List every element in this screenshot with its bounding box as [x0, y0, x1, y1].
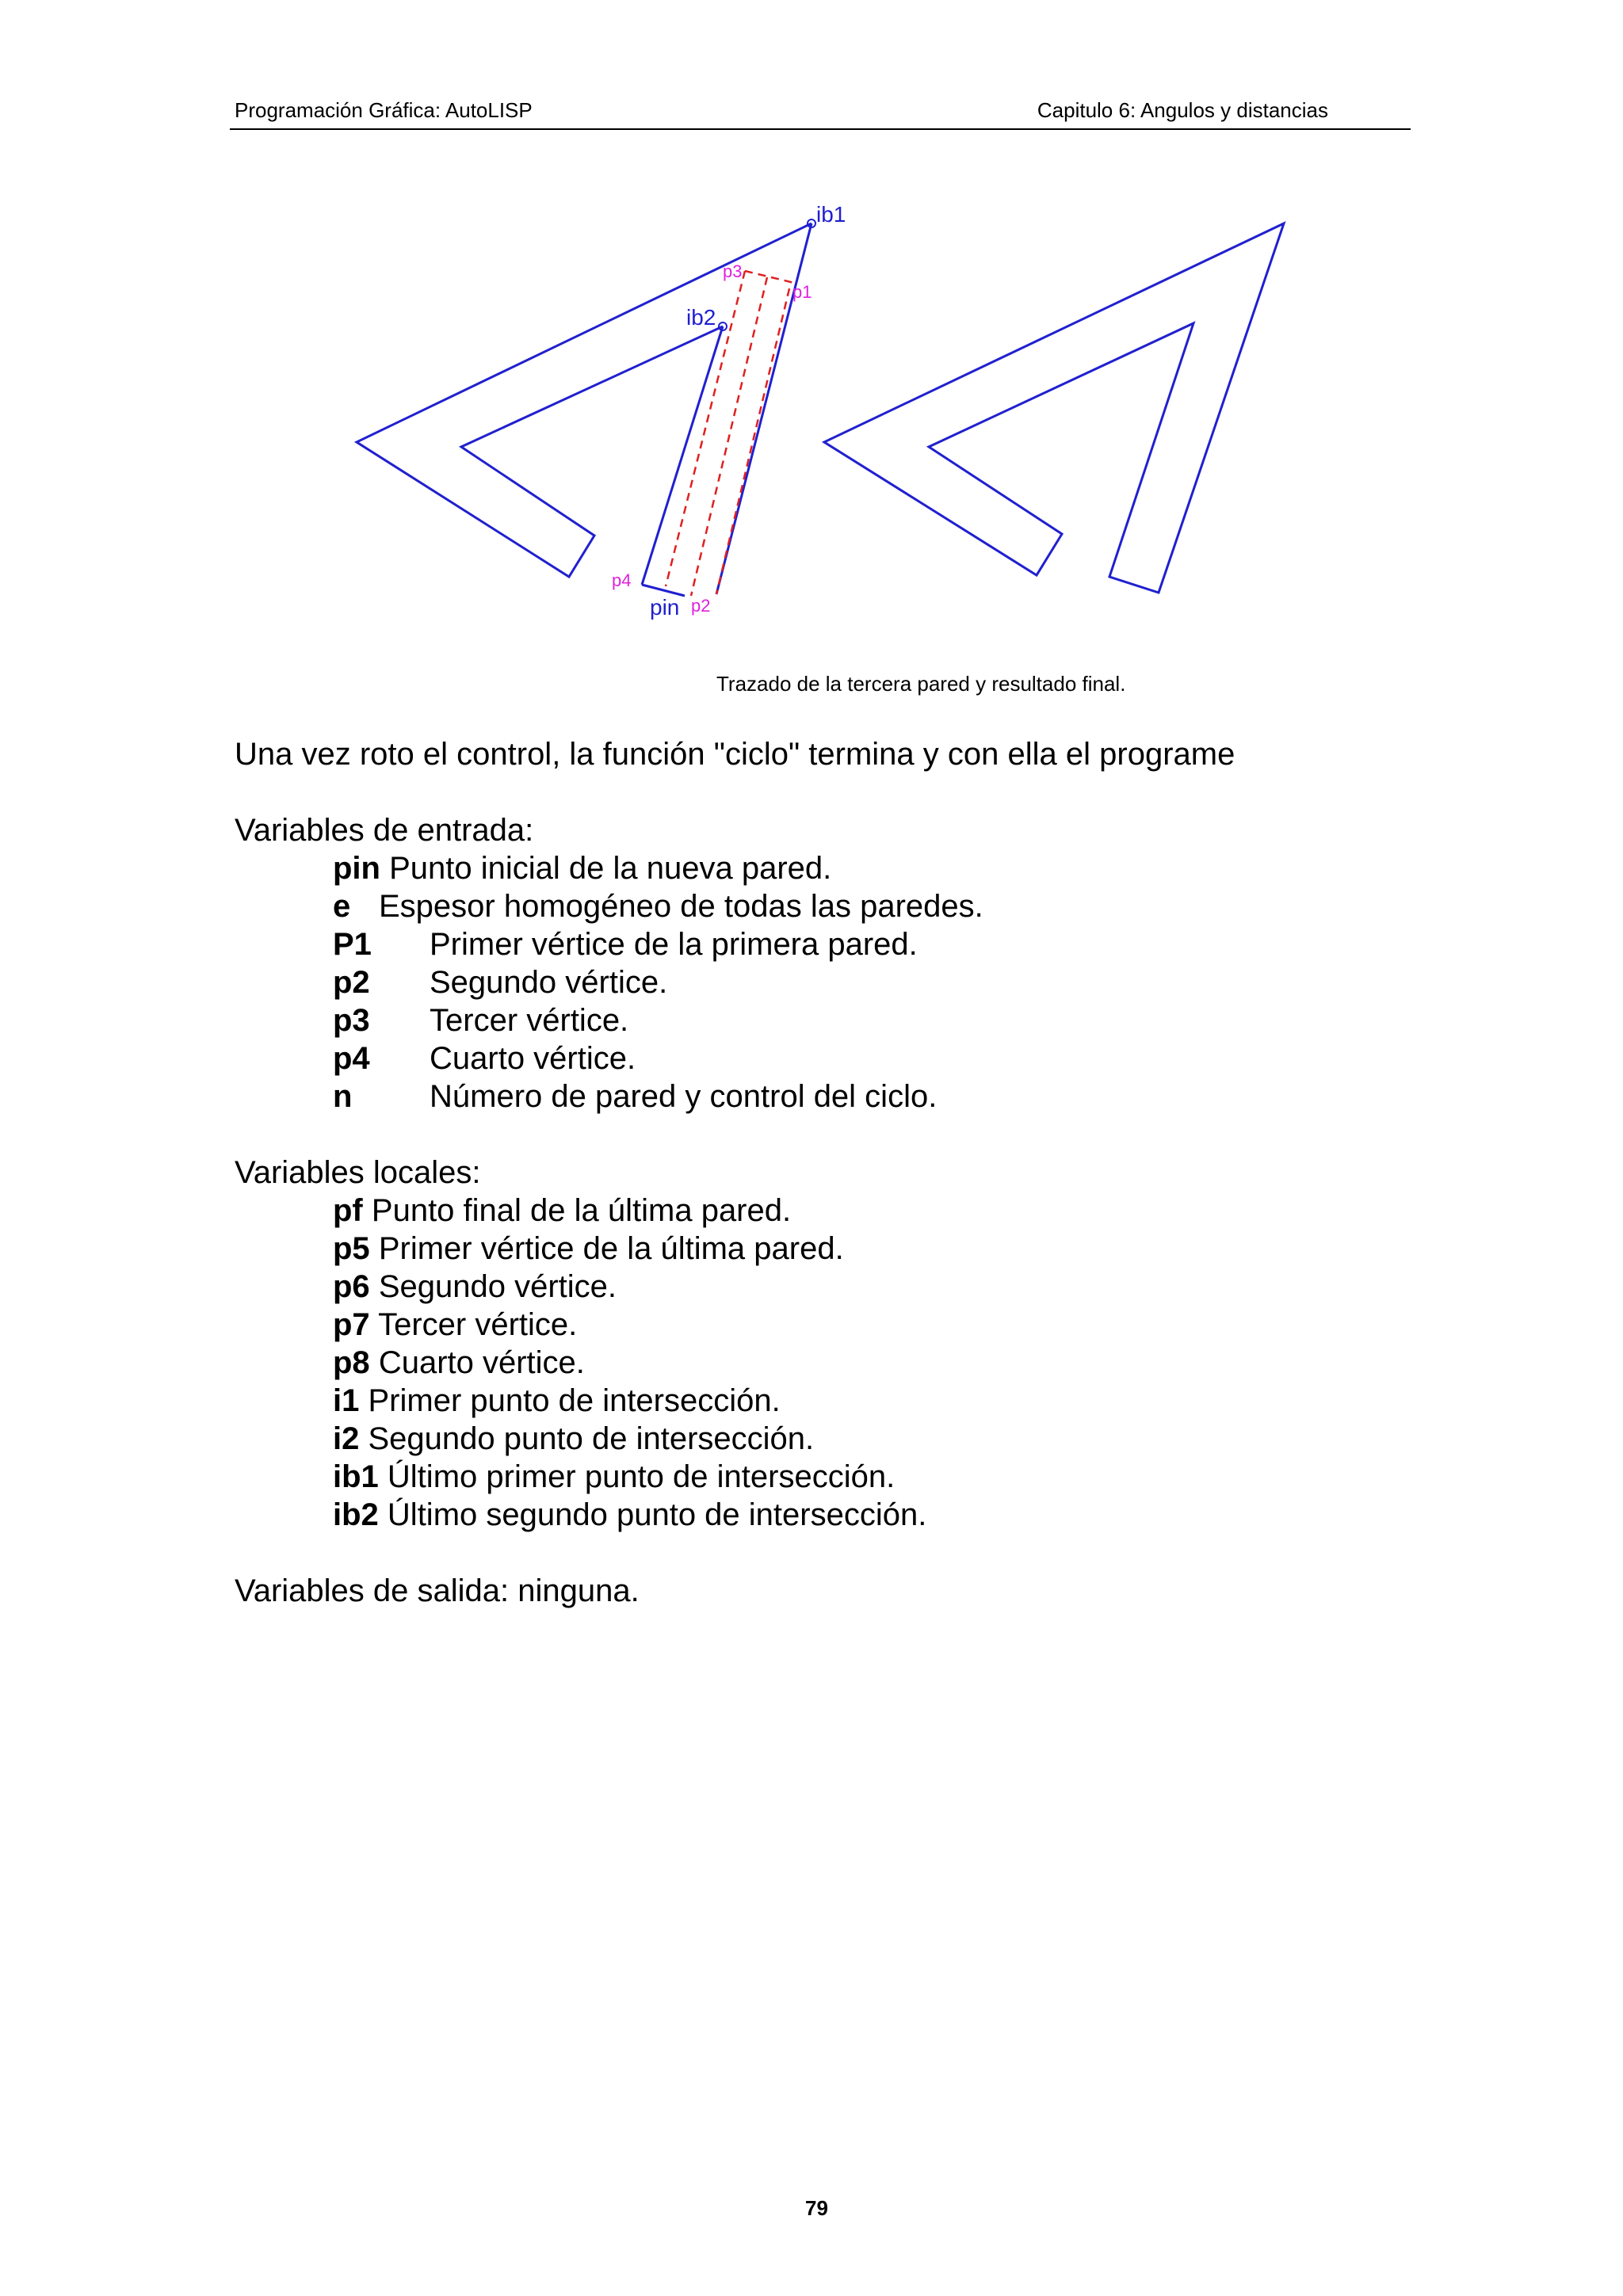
- left-drawing-outline: [357, 223, 812, 596]
- label-p4: p4: [612, 570, 632, 590]
- var-name: ib1: [333, 1459, 379, 1494]
- var-desc: Espesor homogéneo de todas las paredes.: [379, 889, 983, 924]
- entrada-list: [333, 849, 983, 1116]
- entrada-heading: Variables de entrada:: [235, 813, 534, 848]
- var-name: i1: [333, 1383, 360, 1418]
- var-desc: Último primer punto de intersección.: [387, 1459, 896, 1494]
- final-outer-outline: [824, 223, 1284, 593]
- var-name: pin: [333, 851, 380, 886]
- var-desc: Primer vértice de la última pared.: [378, 1231, 844, 1266]
- label-ib2: ib2: [686, 305, 716, 330]
- var-desc: Cuarto vértice.: [430, 1041, 636, 1076]
- var-item: [333, 1192, 926, 1230]
- page-header: [230, 98, 1411, 130]
- var-item: [333, 887, 983, 925]
- intro-paragraph: Una vez roto el control, la función "ciclo" termina y con ella el programe: [235, 737, 1235, 772]
- var-name: n: [333, 1079, 353, 1114]
- var-desc: Segundo vértice.: [378, 1269, 617, 1304]
- var-item: [333, 1306, 926, 1344]
- var-name: i2: [333, 1421, 360, 1456]
- var-desc: Punto final de la última pared.: [371, 1193, 792, 1228]
- right-drawing-outline: [824, 223, 1284, 593]
- label-pin: pin: [650, 595, 680, 620]
- figure-svg: [333, 190, 1331, 634]
- var-desc: Número de pared y control del ciclo.: [430, 1079, 938, 1114]
- var-item: [333, 1344, 926, 1382]
- var-name: p6: [333, 1269, 370, 1304]
- var-desc: Tercer vértice.: [430, 1003, 629, 1038]
- var-item: [333, 925, 918, 963]
- var-item: [333, 963, 831, 1001]
- var-item: [333, 1420, 926, 1458]
- var-item: [333, 1230, 926, 1268]
- salida-line: Variables de salida: ninguna.: [235, 1573, 640, 1608]
- var-name: pf: [333, 1193, 363, 1228]
- var-name: p7: [333, 1307, 370, 1342]
- var-name: p2: [333, 965, 370, 1000]
- var-name: p5: [333, 1231, 370, 1266]
- var-item: [333, 1382, 926, 1420]
- var-item: [333, 1458, 926, 1496]
- var-desc: Segundo vértice.: [430, 965, 668, 1000]
- label-p1: p1: [792, 282, 812, 302]
- var-desc: Cuarto vértice.: [378, 1345, 585, 1380]
- var-desc: Primer vértice de la primera pared.: [430, 927, 918, 962]
- var-desc: Primer punto de intersección.: [368, 1383, 781, 1418]
- var-item: [333, 1496, 926, 1534]
- locales-list: [333, 1192, 926, 1534]
- var-item: [333, 1039, 831, 1077]
- var-name: p4: [333, 1041, 370, 1076]
- var-name: p3: [333, 1003, 370, 1038]
- var-item: [333, 849, 831, 887]
- third-wall-inner-edge: [642, 326, 723, 585]
- var-item: [333, 1268, 926, 1306]
- var-item: [333, 1001, 831, 1039]
- figure-walls: [333, 190, 1331, 634]
- var-desc: Segundo punto de intersección.: [368, 1421, 815, 1456]
- header-book-title: Programación Gráfica: AutoLISP: [235, 98, 533, 122]
- label-p2: p2: [691, 596, 711, 616]
- var-name: ib2: [333, 1497, 379, 1532]
- label-p3: p3: [723, 261, 743, 281]
- var-desc: Tercer vértice.: [378, 1307, 578, 1342]
- var-name: P1: [333, 927, 372, 962]
- locales-heading: Variables locales:: [235, 1155, 481, 1190]
- var-desc: Punto inicial de la nueva pared.: [389, 851, 832, 886]
- var-name: e: [333, 889, 351, 924]
- label-ib1: ib1: [816, 202, 846, 227]
- page-number: 79: [805, 2196, 828, 2220]
- construction-p3-p1-p2: [716, 271, 791, 594]
- var-item: [333, 1077, 938, 1116]
- third-wall-end-edge: [642, 585, 685, 596]
- var-desc: Último segundo punto de intersección.: [387, 1497, 927, 1532]
- figure-caption: Trazado de la tercera pared y resultado final.: [716, 672, 1126, 696]
- header-chapter-title: Capitulo 6: Angulos y distancias: [1037, 98, 1328, 122]
- var-name: p8: [333, 1345, 370, 1380]
